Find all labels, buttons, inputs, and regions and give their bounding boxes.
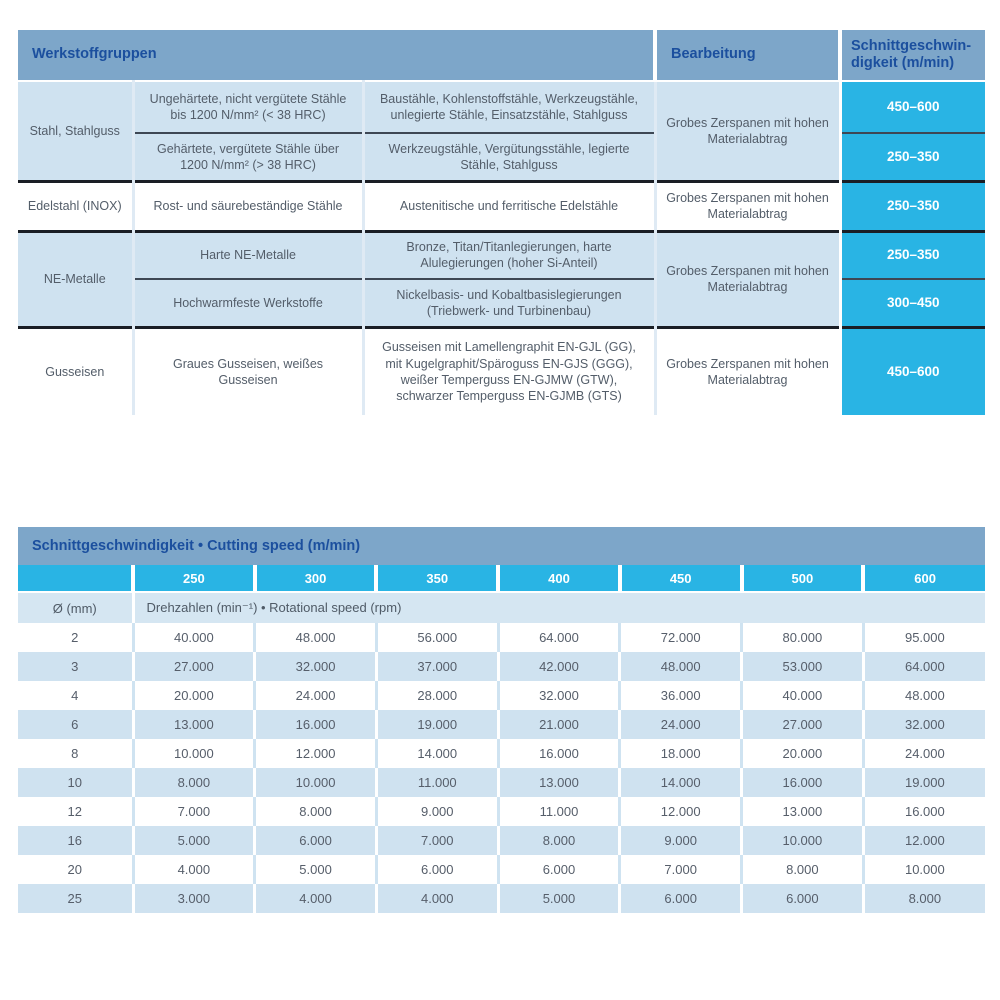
speed-header-empty <box>18 565 133 592</box>
rpm-cell: 5.000 <box>133 826 255 855</box>
rpm-cell: 42.000 <box>498 652 620 681</box>
rpm-cell: 9.000 <box>620 826 742 855</box>
speed-row <box>18 710 985 739</box>
speed-row <box>18 826 985 855</box>
speed-cell: 300–450 <box>840 279 985 327</box>
rpm-cell: 20.000 <box>133 681 255 710</box>
rpm-cell: 72.000 <box>620 623 742 652</box>
rpm-cell: 36.000 <box>620 681 742 710</box>
speed-header-cell: 600 <box>863 565 985 592</box>
machining-cell: Grobes Zerspanen mit hohen Materialabtrag <box>655 81 840 181</box>
rpm-cell: 13.000 <box>742 797 864 826</box>
materials-header-group: Werkstoffgruppen <box>18 30 655 81</box>
rpm-cell: 12.000 <box>620 797 742 826</box>
speed-row <box>18 768 985 797</box>
speed-cell: 250–350 <box>840 133 985 181</box>
speeds-title-row <box>18 527 985 565</box>
rpm-cell: 8.000 <box>863 884 985 913</box>
diameter-cell: 12 <box>18 797 133 826</box>
materials-header-machining: Bearbeitung <box>655 30 840 81</box>
rpm-cell: 32.000 <box>498 681 620 710</box>
rpm-cell: 9.000 <box>376 797 498 826</box>
rpm-cell: 3.000 <box>133 884 255 913</box>
diameter-cell: 4 <box>18 681 133 710</box>
rpm-cell: 21.000 <box>498 710 620 739</box>
speed-row <box>18 797 985 826</box>
rpm-cell: 4.000 <box>376 884 498 913</box>
speed-header-cell: 400 <box>498 565 620 592</box>
machining-cell: Grobes Zerspanen mit hohen Materialabtrag <box>655 231 840 327</box>
rpm-cell: 11.000 <box>498 797 620 826</box>
rpm-cell: 53.000 <box>742 652 864 681</box>
speeds-table-body <box>18 623 985 913</box>
rpm-cell: 40.000 <box>133 623 255 652</box>
material-group-cell: NE-Metalle <box>18 231 133 327</box>
rpm-cell: 64.000 <box>863 652 985 681</box>
rpm-cell: 12.000 <box>863 826 985 855</box>
speed-row <box>18 855 985 884</box>
rpm-cell: 6.000 <box>742 884 864 913</box>
rpm-cell: 48.000 <box>620 652 742 681</box>
rpm-cell: 56.000 <box>376 623 498 652</box>
rpm-cell: 19.000 <box>376 710 498 739</box>
rpm-cell: 95.000 <box>863 623 985 652</box>
rpm-cell: 19.000 <box>863 768 985 797</box>
diameter-cell: 2 <box>18 623 133 652</box>
rpm-cell: 5.000 <box>498 884 620 913</box>
material-row <box>18 181 985 231</box>
speed-header-cell: 500 <box>742 565 864 592</box>
rpm-cell: 16.000 <box>498 739 620 768</box>
diameter-cell: 16 <box>18 826 133 855</box>
rpm-cell: 11.000 <box>376 768 498 797</box>
rpm-cell: 8.000 <box>498 826 620 855</box>
subgroup-cell: Ungehärtete, nicht vergütete Stähle bis 1200 N/mm² (< 38 HRC) <box>133 81 363 133</box>
diameter-cell: 25 <box>18 884 133 913</box>
rpm-cell: 6.000 <box>255 826 377 855</box>
rpm-cell: 16.000 <box>863 797 985 826</box>
rpm-cell: 18.000 <box>620 739 742 768</box>
rpm-cell: 16.000 <box>255 710 377 739</box>
examples-cell: Bronze, Titan/Titanlegierungen, harte Alulegierungen (hoher Si-Anteil) <box>363 231 655 279</box>
speed-header-row <box>18 565 985 592</box>
rpm-cell: 24.000 <box>863 739 985 768</box>
rpm-cell: 8.000 <box>742 855 864 884</box>
rpm-cell: 6.000 <box>376 855 498 884</box>
rpm-cell: 40.000 <box>742 681 864 710</box>
rpm-cell: 8.000 <box>133 768 255 797</box>
speed-cell: 250–350 <box>840 231 985 279</box>
speed-row <box>18 884 985 913</box>
materials-header-speed: Schnittgeschwin-digkeit (m/min) <box>840 30 985 81</box>
machining-cell: Grobes Zerspanen mit hohen Materialabtrag <box>655 181 840 231</box>
speed-header-cell: 300 <box>255 565 377 592</box>
material-row <box>18 81 985 133</box>
rpm-cell: 14.000 <box>376 739 498 768</box>
subgroup-cell: Graues Gusseisen, weißes Gusseisen <box>133 327 363 415</box>
subgroup-cell: Gehärtete, vergütete Stähle über 1200 N/mm² (> 38 HRC) <box>133 133 363 181</box>
rpm-cell: 4.000 <box>133 855 255 884</box>
diameter-cell: 3 <box>18 652 133 681</box>
speed-cell: 450–600 <box>840 327 985 415</box>
material-row <box>18 133 985 181</box>
material-row <box>18 279 985 327</box>
examples-cell: Nickelbasis- und Kobaltbasislegierungen (Triebwerk- und Turbinenbau) <box>363 279 655 327</box>
diameter-cell: 20 <box>18 855 133 884</box>
rpm-cell: 10.000 <box>255 768 377 797</box>
rpm-cell: 16.000 <box>742 768 864 797</box>
speed-header-cell: 250 <box>133 565 255 592</box>
rpm-cell: 13.000 <box>498 768 620 797</box>
rpm-cell: 14.000 <box>620 768 742 797</box>
speed-row <box>18 623 985 652</box>
rpm-cell: 28.000 <box>376 681 498 710</box>
rpm-cell: 7.000 <box>133 797 255 826</box>
rpm-cell: 24.000 <box>620 710 742 739</box>
rpm-cell: 32.000 <box>863 710 985 739</box>
rpm-cell: 12.000 <box>255 739 377 768</box>
rpm-cell: 48.000 <box>255 623 377 652</box>
rpm-cell: 7.000 <box>620 855 742 884</box>
rpm-cell: 27.000 <box>133 652 255 681</box>
speed-row <box>18 681 985 710</box>
examples-cell: Werkzeugstähle, Vergütungsstähle, legierte Stähle, Stahlguss <box>363 133 655 181</box>
rpm-cell: 5.000 <box>255 855 377 884</box>
material-row <box>18 327 985 415</box>
speeds-table-title: Schnittgeschwindigkeit • Cutting speed (m/min) <box>18 527 985 565</box>
material-group-cell: Gusseisen <box>18 327 133 415</box>
material-group-cell: Stahl, Stahlguss <box>18 81 133 181</box>
speed-row <box>18 739 985 768</box>
rpm-cell: 20.000 <box>742 739 864 768</box>
subgroup-cell: Rost- und säurebeständige Stähle <box>133 181 363 231</box>
rpm-cell: 64.000 <box>498 623 620 652</box>
rpm-cell: 48.000 <box>863 681 985 710</box>
diameter-cell: 8 <box>18 739 133 768</box>
rpm-cell: 10.000 <box>742 826 864 855</box>
speeds-table <box>18 527 985 913</box>
rpm-cell: 7.000 <box>376 826 498 855</box>
subgroup-cell: Hochwarmfeste Werkstoffe <box>133 279 363 327</box>
examples-cell: Austenitische und ferritische Edelstähle <box>363 181 655 231</box>
diameter-header: Ø (mm) <box>18 592 133 623</box>
rpm-cell: 37.000 <box>376 652 498 681</box>
rpm-cell: 6.000 <box>620 884 742 913</box>
diameter-cell: 10 <box>18 768 133 797</box>
examples-cell: Baustähle, Kohlenstoffstähle, Werkzeugstähle, unlegierte Stähle, Einsatzstähle, Stahlguss <box>363 81 655 133</box>
speed-row <box>18 652 985 681</box>
rpm-cell: 27.000 <box>742 710 864 739</box>
rpm-cell: 10.000 <box>863 855 985 884</box>
rpm-cell: 24.000 <box>255 681 377 710</box>
speed-header-cell: 450 <box>620 565 742 592</box>
rpm-cell: 4.000 <box>255 884 377 913</box>
examples-cell: Gusseisen mit Lamellengraphit EN-GJL (GG), mit Kugelgraphit/Späroguss EN-GJS (GGG), weißer Temperguss EN-GJMW (GTW), schwarzer Temperguss EN-GJMB (GTS) <box>363 327 655 415</box>
material-group-cell: Edelstahl (INOX) <box>18 181 133 231</box>
rpm-header: Drehzahlen (min⁻¹) • Rotational speed (rpm) <box>133 592 985 623</box>
rpm-cell: 8.000 <box>255 797 377 826</box>
speed-header-cell: 350 <box>376 565 498 592</box>
rpm-cell: 6.000 <box>498 855 620 884</box>
rpm-cell: 80.000 <box>742 623 864 652</box>
rpm-cell: 13.000 <box>133 710 255 739</box>
rpm-cell: 10.000 <box>133 739 255 768</box>
materials-table <box>18 30 985 415</box>
material-row <box>18 231 985 279</box>
diameter-cell: 6 <box>18 710 133 739</box>
materials-header-row <box>18 30 985 81</box>
machining-cell: Grobes Zerspanen mit hohen Materialabtrag <box>655 327 840 415</box>
speed-cell: 250–350 <box>840 181 985 231</box>
rpm-cell: 32.000 <box>255 652 377 681</box>
subgroup-cell: Harte NE-Metalle <box>133 231 363 279</box>
units-row <box>18 592 985 623</box>
speed-cell: 450–600 <box>840 81 985 133</box>
